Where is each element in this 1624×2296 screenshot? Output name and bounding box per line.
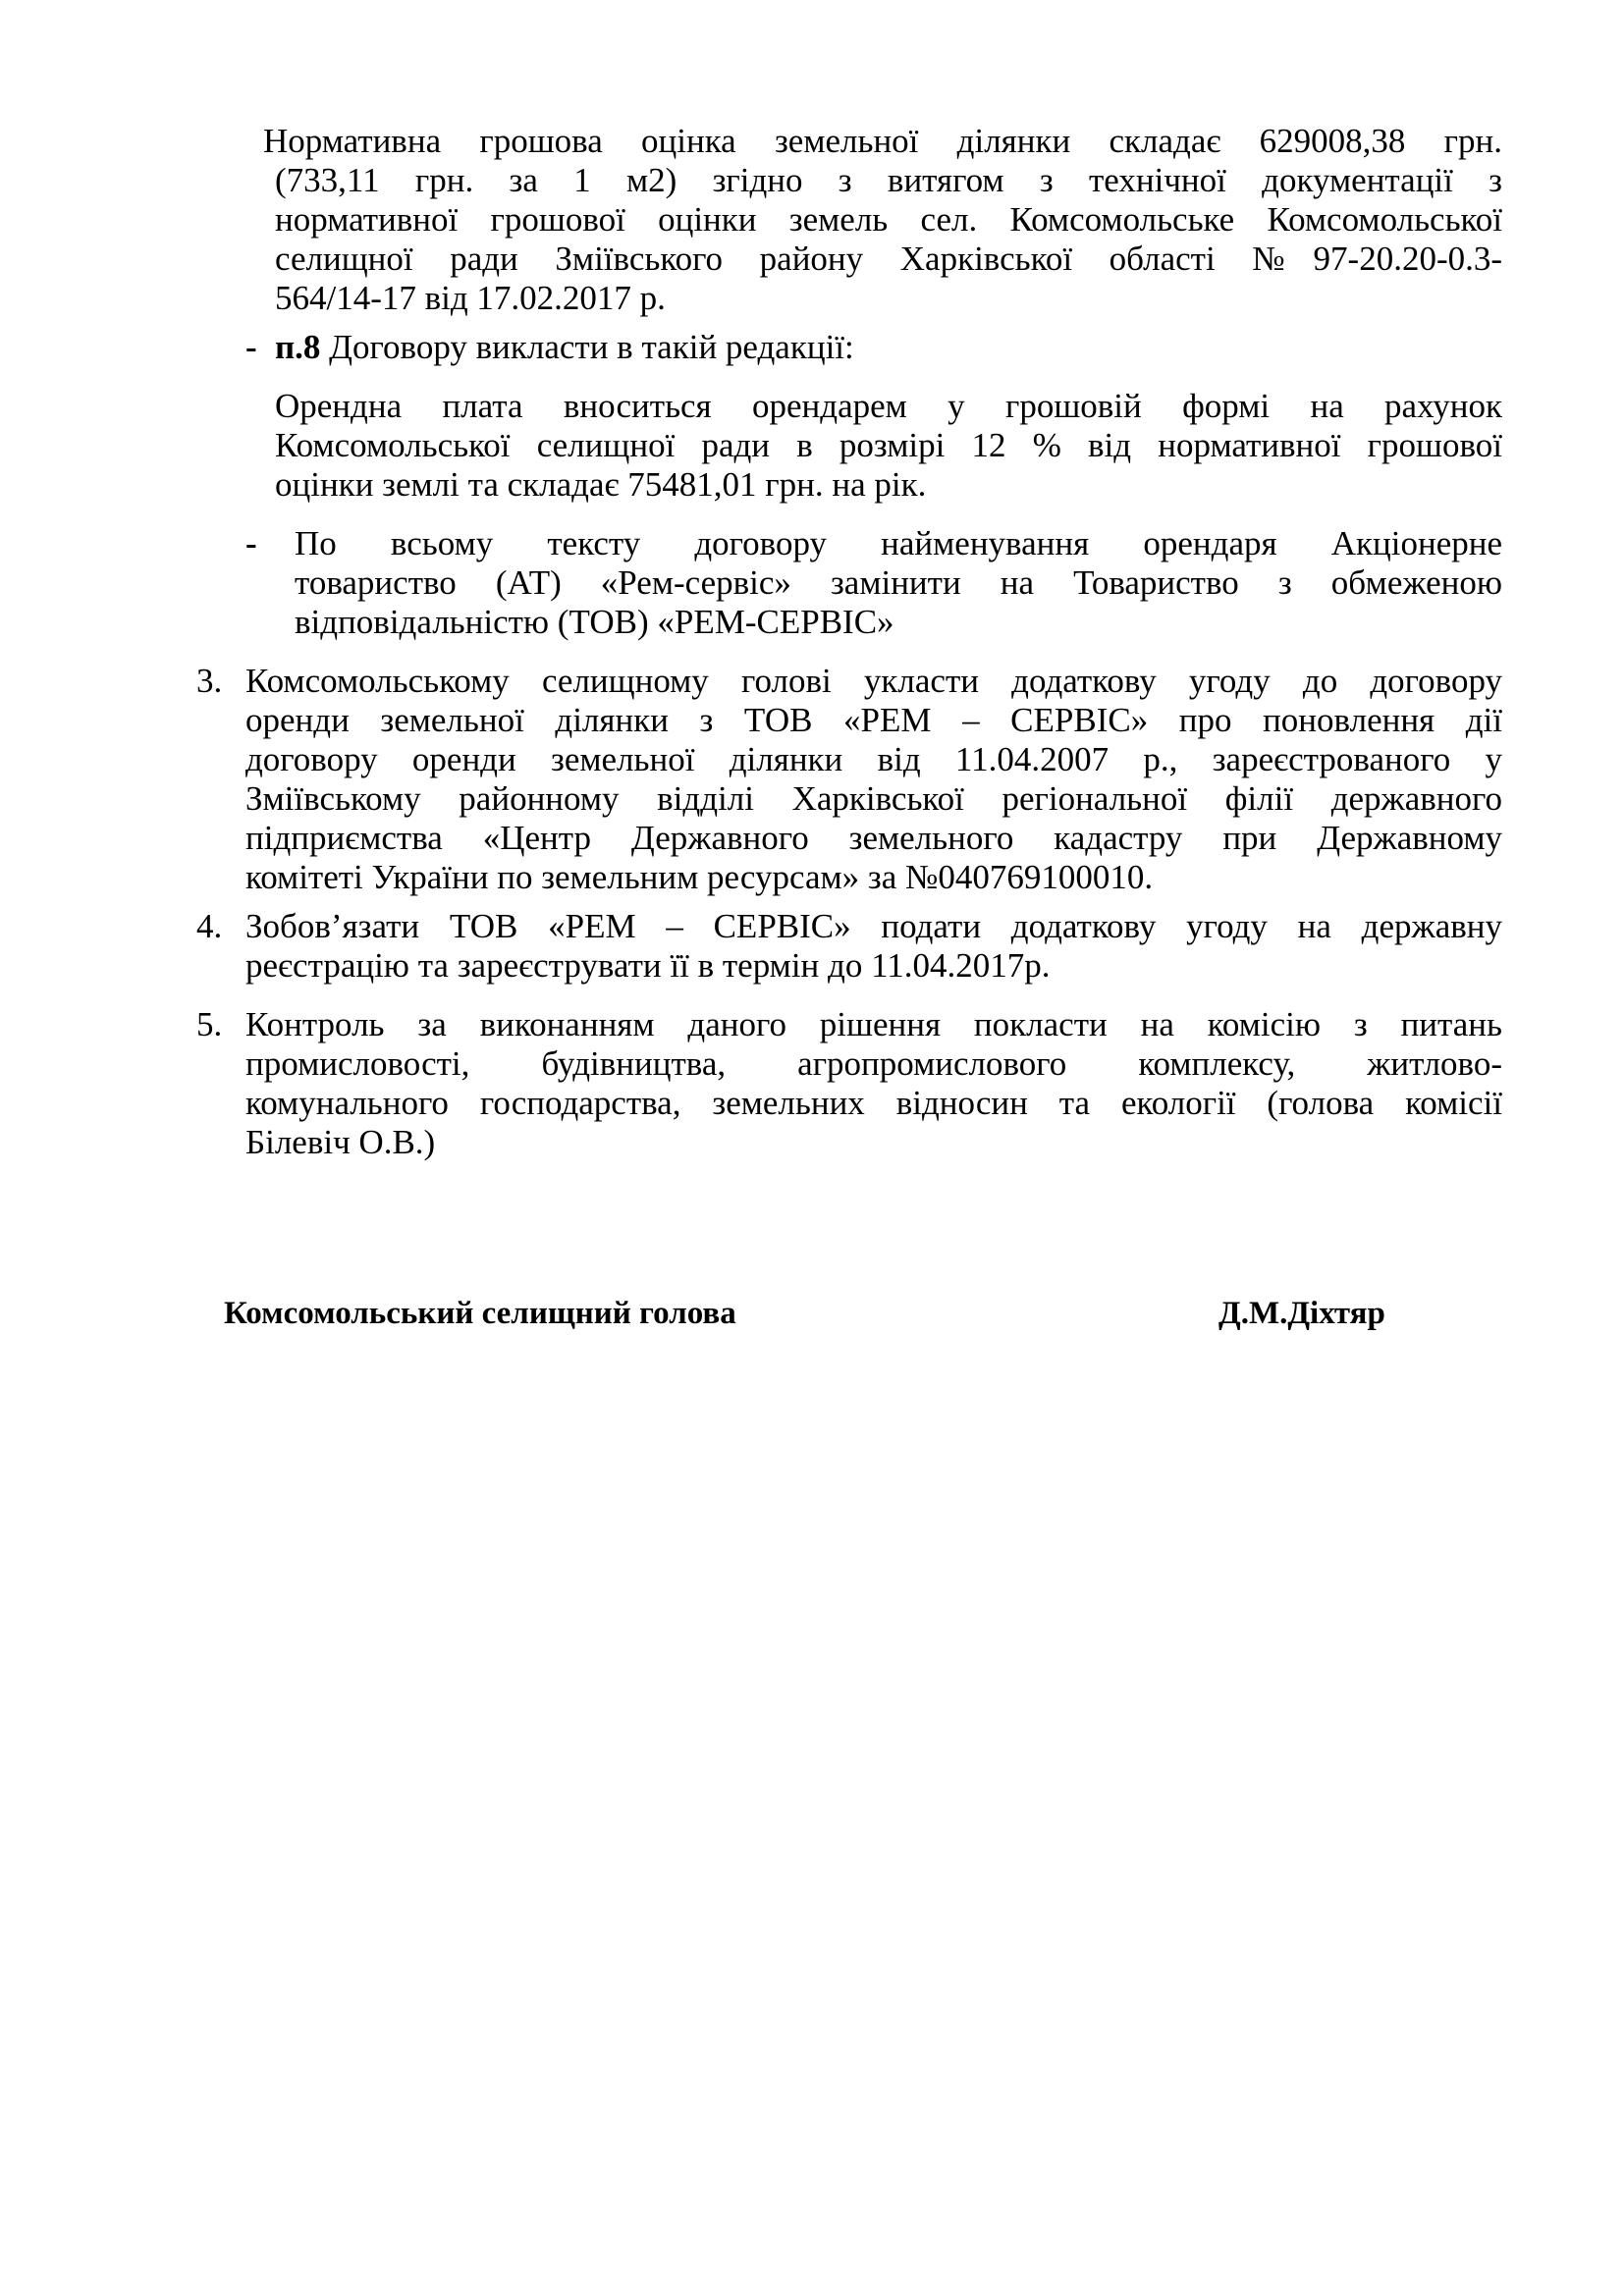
- item3-line: підприємства «Центр Державного земельного кадастру при Державному: [245, 819, 1502, 857]
- bullet-marker: -: [245, 524, 257, 562]
- signatory-position: Комсомольський селищний голова: [224, 1296, 736, 1331]
- item3-line: договору оренди земельної ділянки від 11.04.2007 р., зареєстрованого у: [245, 740, 1502, 778]
- bullet-rename-line: відповідальністю (ТОВ) «РЕМ-СЕРВІС»: [295, 603, 894, 641]
- bullet-p8-line: Орендна плата вноситься орендарем у грошовій формі на рахунок: [275, 387, 1502, 425]
- valuation-line: селищної ради Зміївського району Харківської області №97-20.20-0.3-: [275, 240, 1502, 278]
- item3-line: комітеті України по земельним ресурсам» за №040769100010.: [245, 858, 1154, 896]
- clause-reference: п.8: [275, 328, 321, 366]
- bullet-rename-line: По всьому тексту договору найменування орендаря Акціонерне: [295, 524, 1502, 562]
- item3-line: оренди земельної ділянки з ТОВ «РЕМ – СЕРВІС» про поновлення дії: [245, 701, 1502, 739]
- bullet-p8-line: Комсомольської селищної ради в розмірі 12 % від нормативної грошової: [275, 426, 1502, 464]
- valuation-line: Нормативна грошова оцінка земельної ділянки складає 629008,38 грн.: [263, 122, 1502, 160]
- bullet-p8-line: оцінки землі та складає 75481,01 грн. на рік.: [275, 465, 927, 504]
- bullet-rename-line: товариство (АТ) «Рем-сервіс» замінити на Товариство з обмеженою: [295, 563, 1502, 602]
- valuation-line: нормативної грошової оцінки земель сел. Комсомольське Комсомольської: [275, 200, 1502, 239]
- item5-line: комунального господарства, земельних відносин та екології (голова комісії: [245, 1084, 1502, 1122]
- bullet-p8-heading-text: Договору викласти в такій редакції:: [320, 328, 854, 366]
- list-number: 4.: [196, 907, 223, 945]
- list-number: 3.: [196, 662, 223, 700]
- item5-line: Контроль за виконанням даного рішення покласти на комісію з питань: [245, 1005, 1502, 1043]
- item4-line: реєстрацію та зареєструвати її в термін до 11.04.2017р.: [245, 946, 1051, 985]
- valuation-line: 564/14-17 від 17.02.2017 р.: [275, 279, 666, 317]
- item5-line: промисловості, будівництва, агропромислового комплексу, житлово-: [245, 1044, 1502, 1083]
- list-number: 5.: [196, 1005, 223, 1043]
- item4-line: Зобов’язати ТОВ «РЕМ – СЕРВІС» подати додаткову угоду на державну: [245, 907, 1502, 945]
- valuation-line: (733,11 грн. за 1 м2) згідно з витягом з технічної документації з: [275, 161, 1502, 199]
- bullet-p8-heading: [275, 328, 854, 367]
- signatory-name: Д.М.Діхтяр: [1218, 1296, 1385, 1331]
- bullet-marker: -: [245, 328, 257, 366]
- item3-line: Зміївському районному відділі Харківської регіональної філії державного: [245, 779, 1502, 818]
- item5-line: Білевіч О.В.): [245, 1123, 436, 1161]
- item3-line: Комсомольському селищному голові укласти додаткову угоду до договору: [245, 662, 1502, 700]
